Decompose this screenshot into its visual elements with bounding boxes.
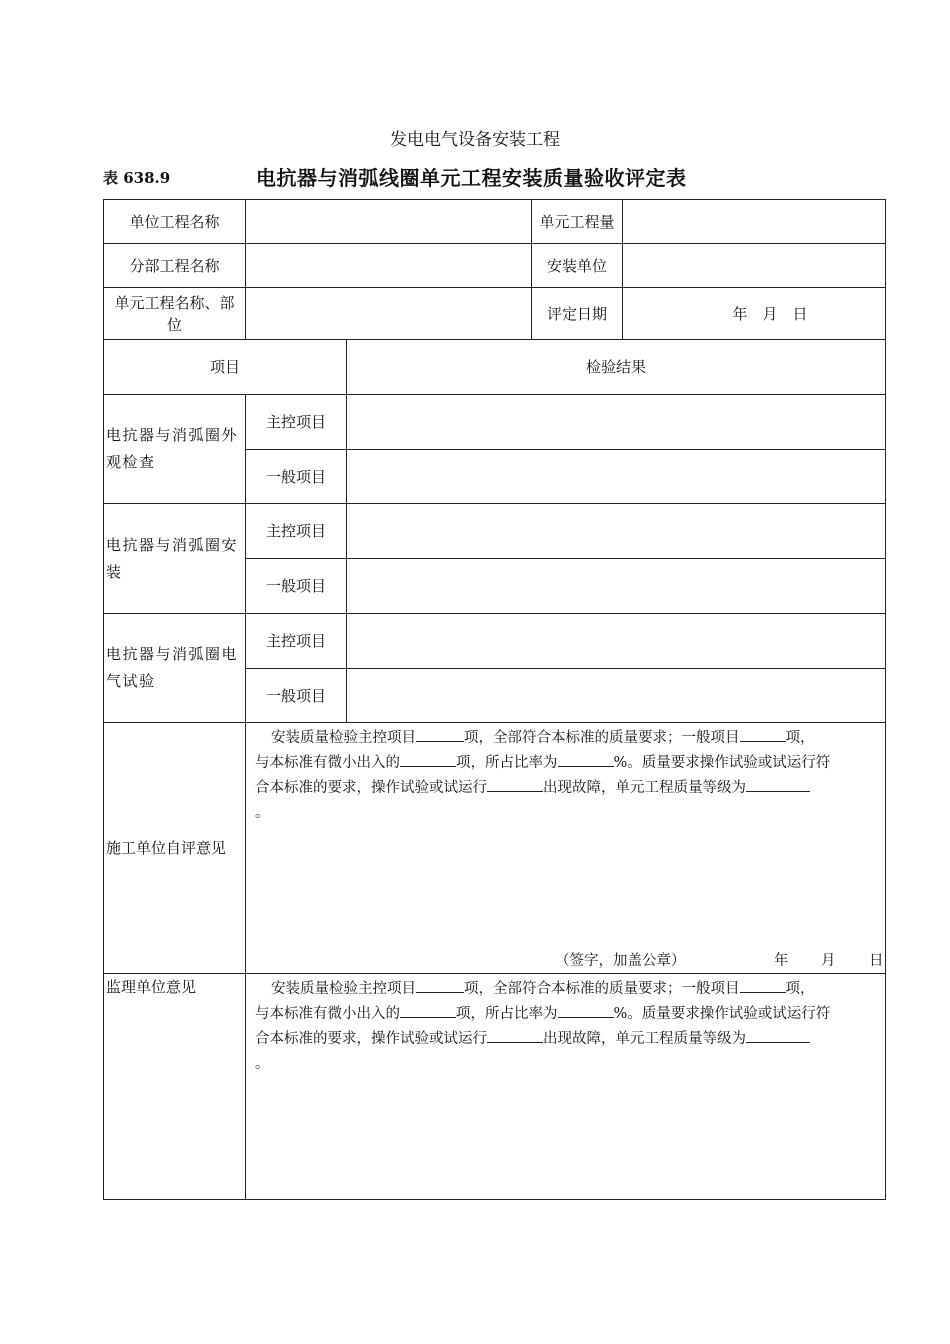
- col-divider: [245, 722, 246, 1199]
- supervisor-line2: 与本标准有微小出入的 项，所占比率为 %。质量要求操作试验或试运行符: [255, 1002, 885, 1027]
- item-header: 项目: [209, 358, 240, 376]
- sign-note: （签字，加盖公章）: [555, 953, 686, 969]
- table-number: 表 638.9: [103, 169, 171, 187]
- unit-quantity-label: 单元工程量: [539, 212, 615, 231]
- sub-project-name-field[interactable]: [246, 244, 531, 287]
- general-item: 一般项目: [265, 467, 326, 486]
- unit-name-part-label-line1: 单元工程名称、部: [114, 293, 235, 312]
- section-name-line2: 气试验: [106, 672, 156, 690]
- supervisor-line1: 安装质量检验主控项目 项，全部符合本标准的质量要求；一般项目 项，: [255, 977, 885, 1002]
- section-name-line1: 电抗器与消弧圈电: [106, 645, 239, 663]
- document-header: 发电电气设备安装工程: [390, 130, 560, 150]
- main-control-result-field[interactable]: [347, 614, 885, 668]
- main-control-item: 主控项目: [265, 632, 326, 650]
- eval-date-label: 评定日期: [546, 304, 607, 323]
- general-item: 一般项目: [265, 686, 326, 705]
- sign-year: 年: [774, 953, 789, 969]
- eval-date-field[interactable]: 年 月 日: [732, 304, 808, 323]
- sign-day: 日: [869, 953, 884, 969]
- form-title: 电抗器与消弧线圈单元工程安装质量验收评定表: [256, 166, 687, 190]
- unit-project-name-field[interactable]: [246, 200, 531, 243]
- self-eval-line4: 。: [255, 805, 270, 821]
- sub-project-name-label: 分部工程名称: [129, 256, 220, 275]
- install-unit-label: 安装单位: [546, 256, 607, 275]
- supervisor-line3: 合本标准的要求，操作试验或试运行 出现故障，单元工程质量等级为: [255, 1027, 885, 1052]
- self-eval-line3: 合本标准的要求，操作试验或试运行 出现故障，单元工程质量等级为: [255, 776, 885, 801]
- self-eval-text: [255, 726, 885, 826]
- general-item: 一般项目: [265, 577, 326, 595]
- unit-name-part-field[interactable]: [246, 288, 531, 339]
- unit-name-part-label: [104, 288, 245, 339]
- install-unit-field[interactable]: [623, 244, 885, 287]
- unit-name-part-label-line2: 位: [166, 315, 182, 334]
- section-name-installation: [106, 504, 245, 613]
- frame-bottom: [103, 1199, 886, 1200]
- self-eval-sign-line: [555, 949, 885, 974]
- supervisor-label: 监理单位意见: [106, 978, 197, 996]
- general-result-field[interactable]: [347, 669, 885, 722]
- supervisor-text: [255, 977, 885, 1077]
- main-control-result-field[interactable]: [347, 504, 885, 558]
- section-name-line2: 观检查: [106, 453, 156, 471]
- main-control-item: 主控项目: [265, 413, 326, 431]
- section-name-line1: 电抗器与消弧圈安: [106, 535, 239, 554]
- sign-month: 月: [821, 953, 836, 969]
- main-control-item: 主控项目: [265, 522, 326, 540]
- self-eval-line2: 与本标准有微小出入的 项，所占比率为 %。质量要求操作试验或试运行符: [255, 751, 885, 776]
- unit-project-name-label: 单位工程名称: [129, 212, 220, 231]
- section-name-line2: 装: [106, 562, 123, 581]
- section-name-line1: 电抗器与消弧圈外: [106, 426, 239, 444]
- self-eval-line1: 安装质量检验主控项目 项，全部符合本标准的质量要求；一般项目 项，: [255, 726, 885, 751]
- section-name-electrical-test: [106, 614, 245, 722]
- supervisor-line4: 。: [255, 1056, 270, 1072]
- general-result-field[interactable]: [347, 559, 885, 613]
- unit-quantity-field[interactable]: [623, 200, 885, 243]
- self-eval-label: 施工单位自评意见: [106, 839, 227, 857]
- main-control-result-field[interactable]: [347, 395, 885, 449]
- general-result-field[interactable]: [347, 450, 885, 503]
- frame-right: [885, 199, 886, 1200]
- result-header: 检验结果: [585, 358, 646, 376]
- section-name-appearance: [106, 395, 245, 503]
